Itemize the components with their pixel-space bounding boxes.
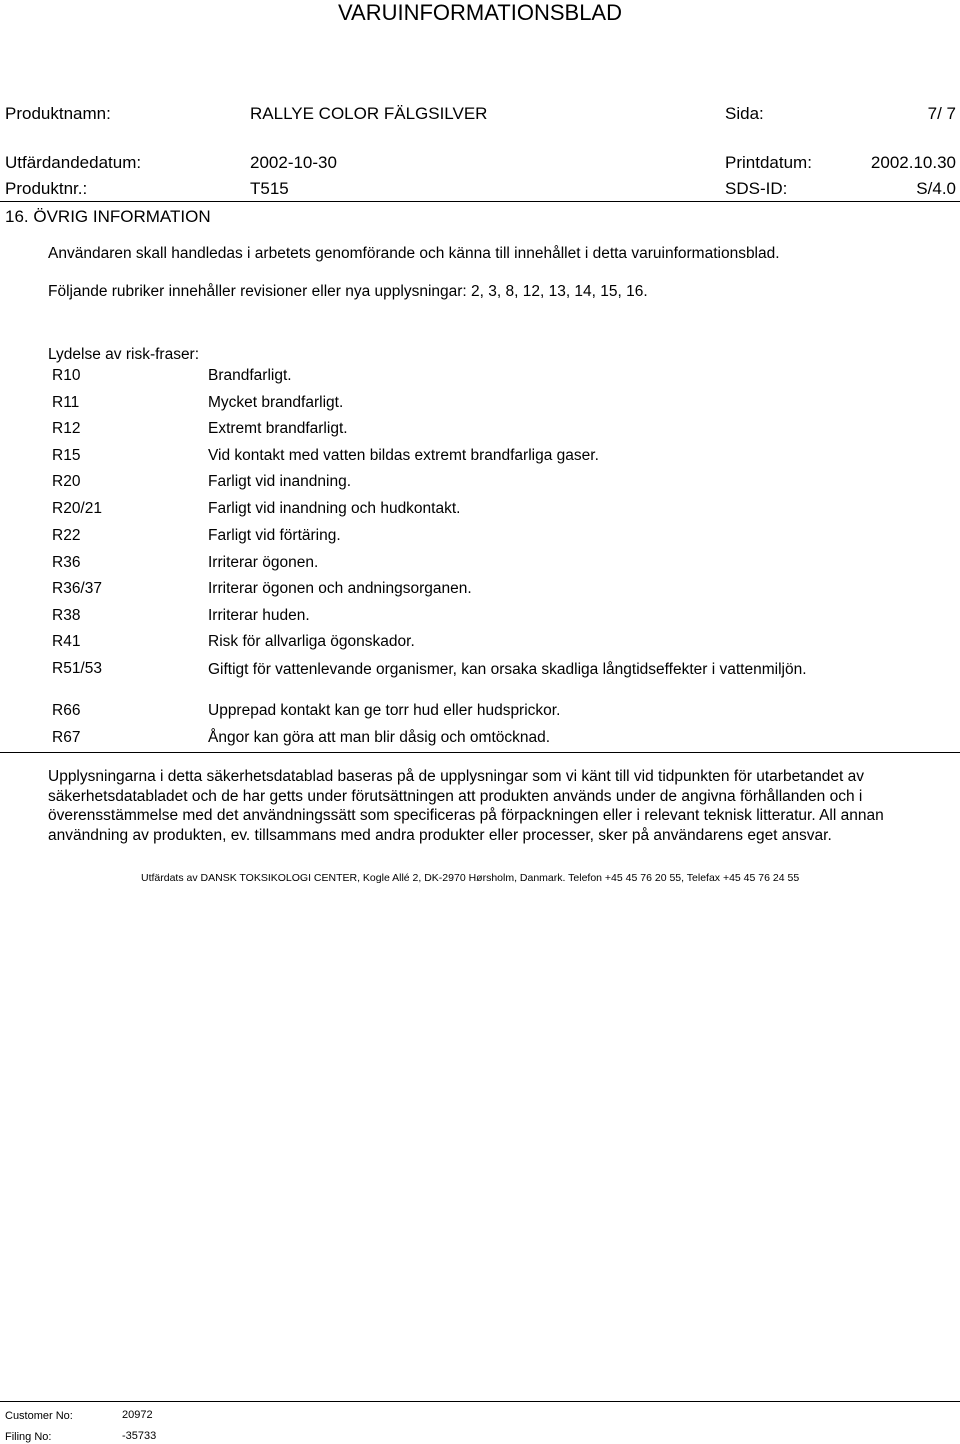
risk-code: R67 xyxy=(52,729,81,746)
customer-no-label: Customer No: xyxy=(5,1410,73,1422)
risk-text: Vid kontakt med vatten bildas extremt brandfarliga gaser. xyxy=(208,447,599,464)
risk-code: R41 xyxy=(52,633,81,650)
section-divider xyxy=(0,752,960,753)
customer-no-value: 20972 xyxy=(122,1409,153,1421)
product-no-value: T515 xyxy=(250,179,289,198)
footer-divider xyxy=(0,1401,960,1402)
risk-code: R51/53 xyxy=(52,660,102,677)
risk-text: Mycket brandfarligt. xyxy=(208,394,344,411)
risk-text: Farligt vid förtäring. xyxy=(208,527,341,544)
product-name-label: Produktnamn: xyxy=(5,104,111,123)
risk-code: R10 xyxy=(52,367,81,384)
issue-date-value: 2002-10-30 xyxy=(250,153,337,172)
document-title: VARUINFORMATIONSBLAD xyxy=(338,0,622,25)
filing-no-value: -35733 xyxy=(122,1430,157,1442)
risk-code: R12 xyxy=(52,420,81,437)
paragraph-training: Användaren skall handledas i arbetets genomförande och känna till innehållet i detta varuinformationsblad. xyxy=(48,245,780,262)
risk-text: Irriterar ögonen och andningsorganen. xyxy=(208,580,472,597)
print-date-value: 2002.10.30 xyxy=(870,153,956,172)
header-divider xyxy=(0,201,960,202)
risk-text: Upprepad kontakt kan ge torr hud eller hudsprickor. xyxy=(208,702,561,719)
risk-code: R11 xyxy=(52,394,80,411)
issue-date-label: Utfärdandedatum: xyxy=(5,153,142,172)
section-heading: 16. ÖVRIG INFORMATION xyxy=(5,207,211,226)
risk-text: Irriterar ögonen. xyxy=(208,554,319,571)
disclaimer-paragraph: Upplysningarna i detta säkerhetsdatablad baseras på de upplysningar som vi känt till vid tidpunkten för utarbetandet av säkerhetsdatabladet och de har getts under förutsättningen att produkten används under de angivna förhållanden och i överensstämmelse med det användningssätt som specificeras på förpackningen eller i relevant teknisk litteratur. All annan användning av produkten, ev. tillsammans med andra produkter eller processer, sker på användarens eget ansvar. xyxy=(48,768,884,844)
sds-id-value: S/4.0 xyxy=(916,179,956,198)
print-date-label: Printdatum: xyxy=(725,153,812,172)
product-name-value: RALLYE COLOR FÄLGSILVER xyxy=(250,104,488,123)
risk-code: R36/37 xyxy=(52,580,102,597)
issued-by-line: Utfärdats av DANSK TOKSIKOLOGI CENTER, Kogle Allé 2, DK-2970 Hørsholm, Danmark. Telefon +45 45 76 20 55, Telefax +45 45 76 24 55 xyxy=(141,872,800,884)
risk-phrases-heading: Lydelse av risk-fraser: xyxy=(48,346,200,363)
page-label: Sida: xyxy=(725,104,764,123)
risk-text: Irriterar huden. xyxy=(208,607,310,624)
risk-code: R20/21 xyxy=(52,500,102,517)
risk-text: Ångor kan göra att man blir dåsig och omtöcknad. xyxy=(208,729,551,746)
risk-text: Giftigt för vattenlevande organismer, kan orsaka skadliga långtidseffekter i vattenmiljön. xyxy=(208,661,807,678)
risk-text: Risk för allvarliga ögonskador. xyxy=(208,633,415,650)
sds-id-label: SDS-ID: xyxy=(725,179,788,198)
risk-code: R36 xyxy=(52,554,81,571)
risk-code: R20 xyxy=(52,473,81,490)
risk-code: R38 xyxy=(52,607,81,624)
risk-text: Farligt vid inandning och hudkontakt. xyxy=(208,500,461,517)
risk-code: R15 xyxy=(52,447,81,464)
product-no-label: Produktnr.: xyxy=(5,179,88,198)
risk-text: Brandfarligt. xyxy=(208,367,292,384)
page-number: 7/ 7 xyxy=(927,104,956,123)
risk-text: Extremt brandfarligt. xyxy=(208,420,348,437)
risk-code: R66 xyxy=(52,702,81,719)
paragraph-revisions: Följande rubriker innehåller revisioner eller nya upplysningar: 2, 3, 8, 12, 13, 14, 15, 16. xyxy=(48,283,648,300)
risk-code: R22 xyxy=(52,527,81,544)
filing-no-label: Filing No: xyxy=(5,1431,52,1443)
risk-text: Farligt vid inandning. xyxy=(208,473,352,490)
